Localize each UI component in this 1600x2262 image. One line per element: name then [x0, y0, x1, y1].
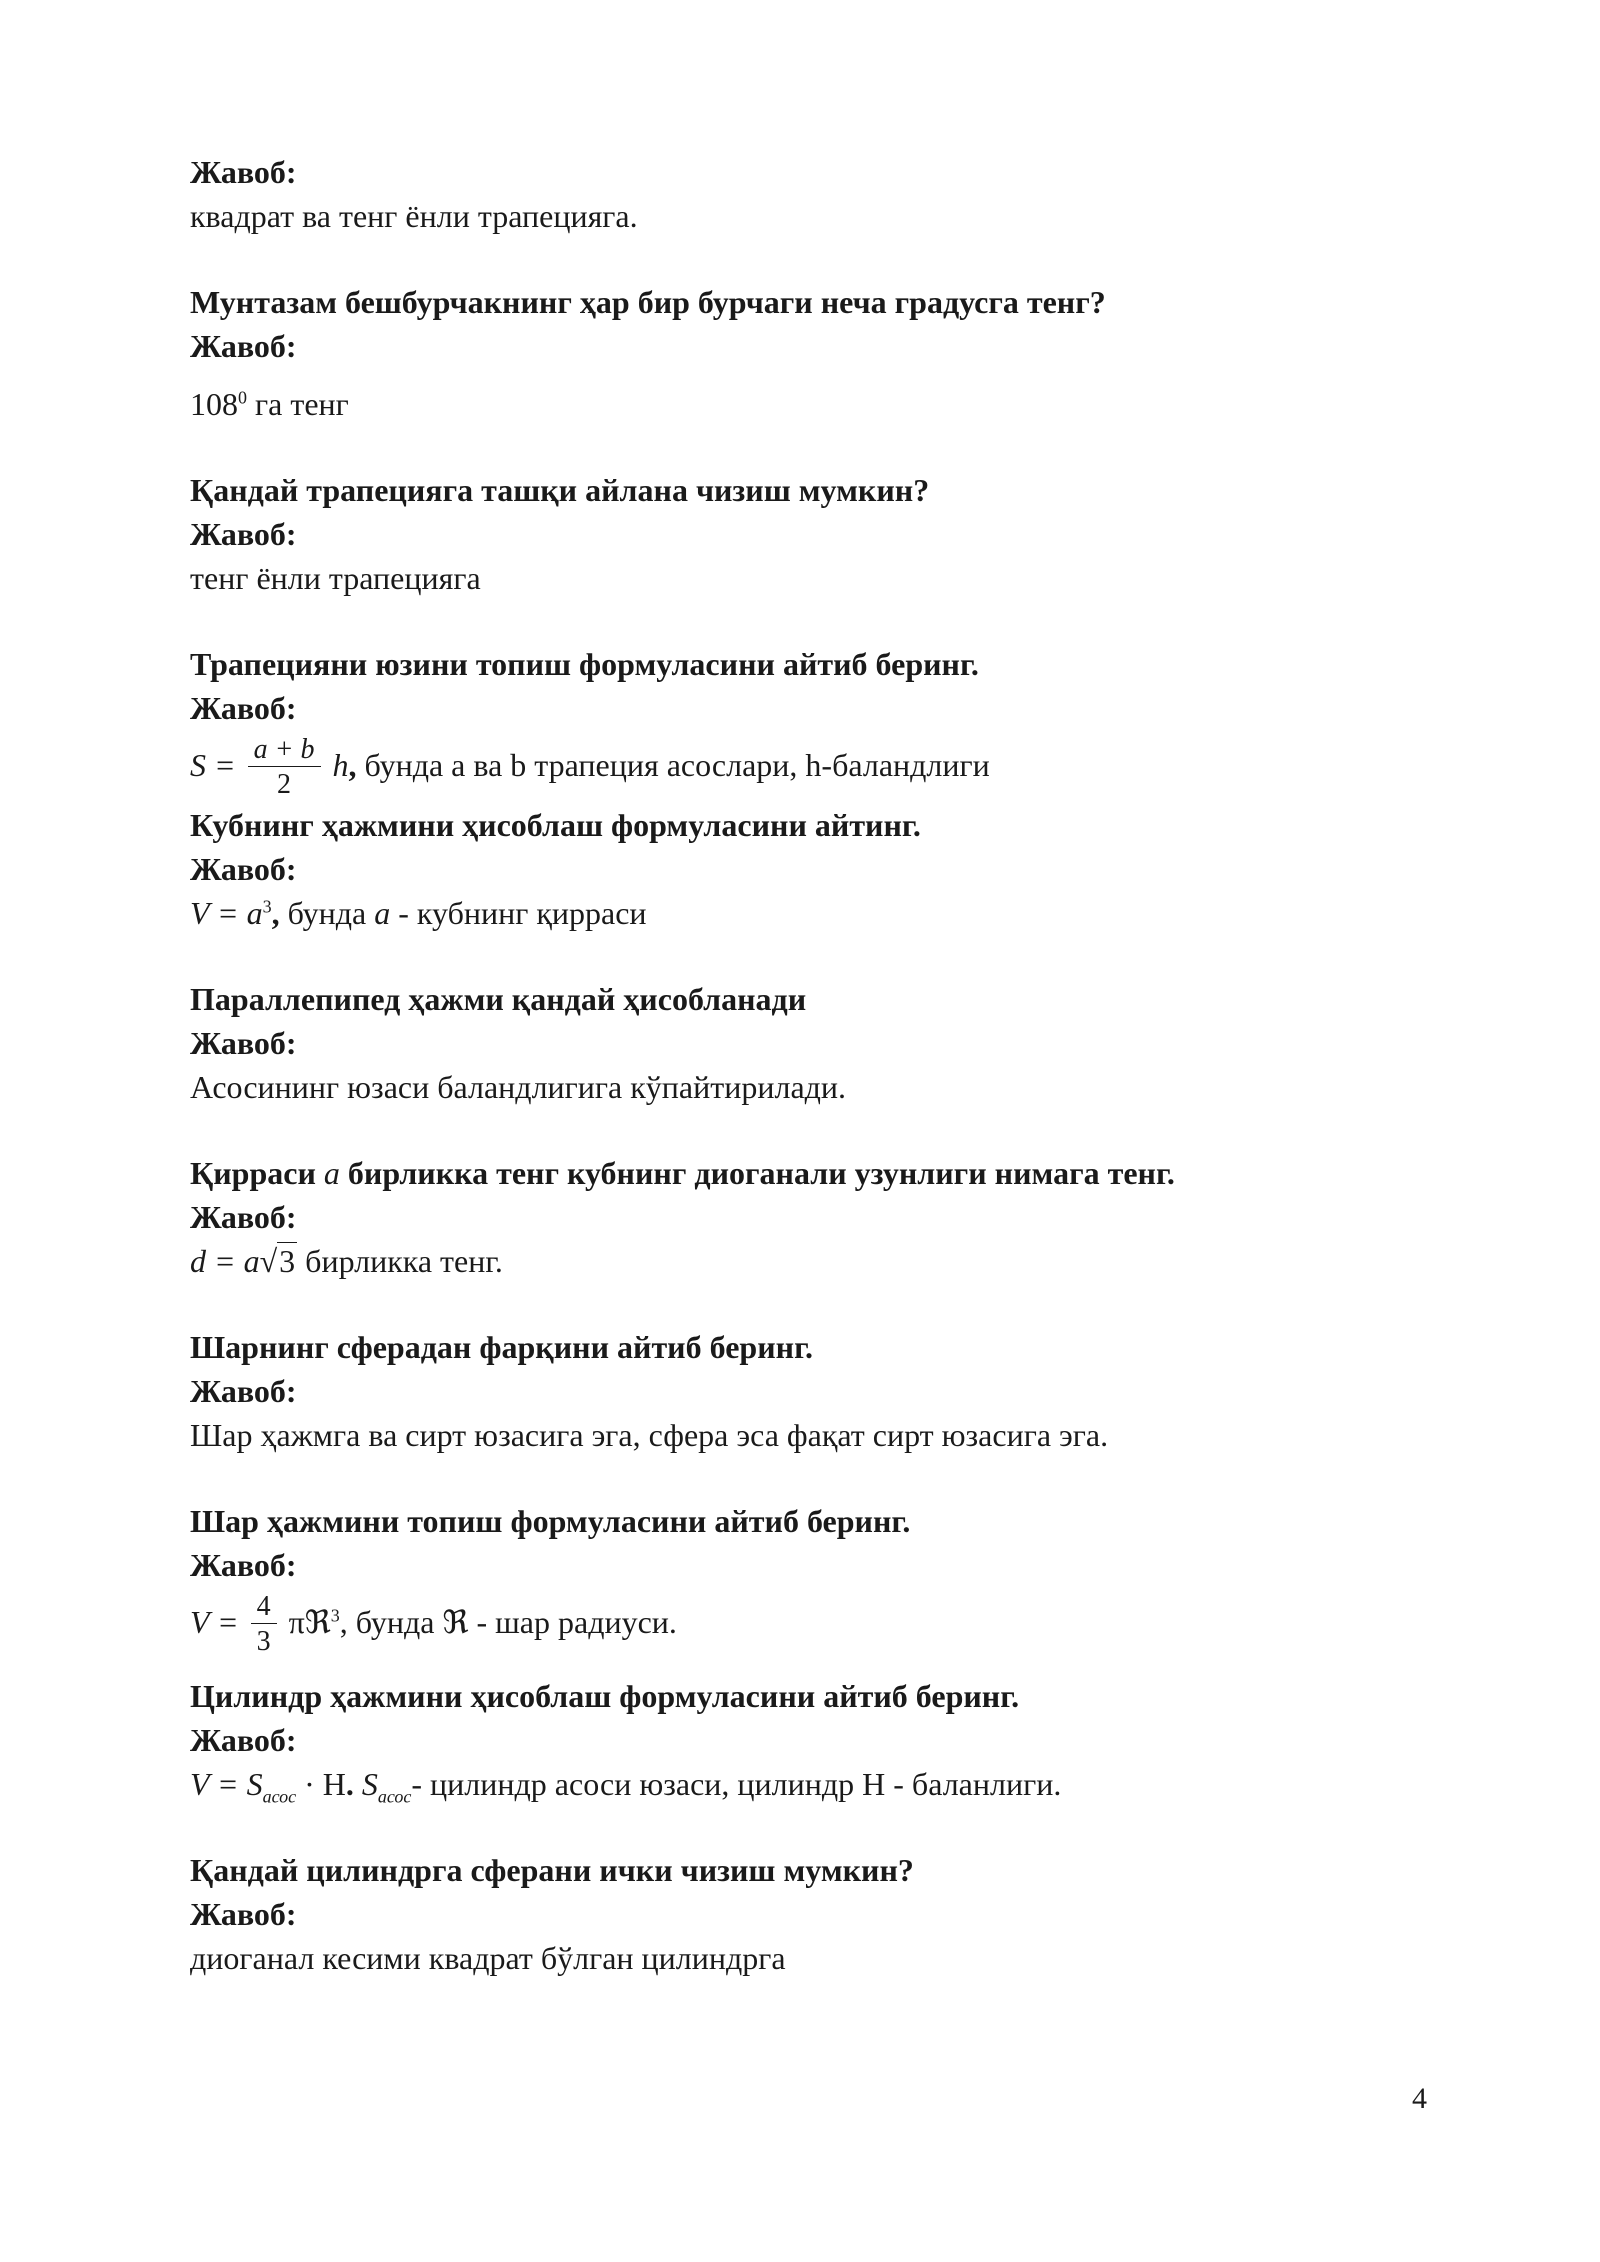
answer-text: - цилиндр асоси юзаси, цилиндр	[411, 1766, 855, 1803]
answer-label: Жавоб:	[190, 1722, 297, 1759]
answer-formula	[190, 1239, 1430, 1283]
formula-superscript: 0	[238, 387, 247, 408]
formula-lhs: V = a	[190, 895, 263, 932]
formula-superscript: 3	[330, 1605, 340, 1626]
answer-label: Жавоб:	[190, 1373, 297, 1410]
formula-subscript: асос	[262, 1786, 297, 1807]
formula-superscript: 3	[262, 896, 272, 917]
question-heading: Цилиндр ҳажмини ҳисоблаш формуласини айтиб беринг.	[190, 1678, 1020, 1715]
answer-text: - шар радиуси.	[476, 1604, 677, 1641]
answer-text: , бунда	[339, 1604, 435, 1641]
answer-label: Жавоб:	[190, 328, 297, 364]
sqrt-radicand: 3	[279, 1243, 296, 1280]
formula-variable: a	[374, 895, 391, 932]
formula-lhs: V =	[190, 1604, 239, 1641]
document-page	[190, 150, 1430, 1980]
fraction-numerator: a + b	[248, 734, 321, 767]
answer-label: Жавоб:	[190, 154, 297, 190]
question-heading: Қандай цилиндрга сферани ички чизиш мумкин?	[190, 1852, 914, 1889]
formula-lhs: V = S	[190, 1766, 263, 1803]
formula-fraction	[248, 734, 321, 803]
question-heading	[190, 1151, 1430, 1195]
formula-height: H	[862, 1766, 886, 1803]
answer-text: Шар ҳажмга ва сирт юзасига эга, сфера эса фақат сирт юзасига эга.	[190, 1417, 1109, 1454]
answer-label: Жавоб:	[190, 1547, 297, 1584]
formula-lhs: S =	[190, 747, 236, 783]
formula-lhs: d = a	[190, 1243, 260, 1280]
answer-formula	[190, 1762, 1430, 1806]
answer-text: бунда a ва b трапеция асослари, h-баландлиги	[364, 747, 990, 783]
question-heading: Трапецияни юзини топиш формуласини айтиб беринг.	[190, 646, 979, 682]
question-text: бирликка тенг кубнинг диоганали узунлиги нимага тенг.	[347, 1155, 1175, 1192]
answer-label: Жавоб:	[190, 1199, 297, 1236]
answer-text: - баланлиги.	[893, 1766, 1062, 1803]
question-heading: Шар ҳажмини топиш формуласини айтиб беринг.	[190, 1503, 911, 1540]
question-heading: Қандай трапецияга ташқи айлана чизиш мумкин?	[190, 472, 930, 508]
formula-radius: ℜ	[442, 1604, 469, 1641]
formula-comma: ,	[271, 895, 280, 932]
answer-text: бирликка тенг.	[305, 1243, 503, 1280]
formula-period: .	[345, 1766, 354, 1803]
answer-text: тенг ёнли трапецияга	[190, 560, 481, 596]
answer-text: га тенг	[255, 386, 349, 422]
page-number: 4	[1412, 2082, 1427, 2115]
answer-formula	[190, 382, 1430, 426]
answer-text: бунда	[287, 895, 367, 932]
answer-text: - кубнинг қирраси	[398, 895, 647, 932]
answer-text: Асосининг юзаси баландлигига кўпайтирилади.	[190, 1069, 847, 1106]
question-heading: Мунтазам бешбурчакнинг ҳар бир бурчаги неча градусга тенг?	[190, 284, 1106, 320]
formula-comma: ,	[348, 747, 357, 783]
answer-label: Жавоб:	[190, 1896, 297, 1933]
question-variable: a	[323, 1155, 340, 1192]
formula-radius: ℜ	[304, 1604, 331, 1641]
fraction-numerator: 4	[251, 1591, 277, 1624]
question-heading: Кубнинг ҳажмини ҳисоблаш формуласини айтинг.	[190, 807, 921, 844]
answer-formula	[190, 730, 1430, 803]
fraction-denominator: 2	[277, 769, 292, 801]
sqrt-sign: √	[259, 1243, 278, 1280]
fraction-denominator: 3	[256, 1626, 271, 1658]
question-text: Қирраси	[190, 1155, 316, 1192]
question-heading: Шарнинг сферадан фарқини айтиб беринг.	[190, 1329, 813, 1366]
formula-subscript: асос	[377, 1786, 412, 1807]
formula-pi: π	[288, 1604, 305, 1641]
answer-formula	[190, 1587, 1430, 1660]
formula-fraction	[251, 1591, 277, 1660]
answer-label: Жавоб:	[190, 851, 297, 888]
formula-variable: h	[332, 747, 349, 783]
answer-label: Жавоб:	[190, 1025, 297, 1062]
formula-dot: ·	[304, 1766, 315, 1803]
formula-height: H	[322, 1766, 346, 1803]
answer-formula	[190, 891, 1430, 935]
answer-label: Жавоб:	[190, 516, 297, 552]
formula-area: S	[361, 1766, 378, 1803]
answer-text: диоганал кесими квадрат бўлган цилиндрга	[190, 1940, 786, 1977]
question-heading: Параллепипед ҳажми қандай ҳисобланади	[190, 981, 807, 1018]
answer-label: Жавоб:	[190, 690, 297, 726]
formula-value: 108	[190, 386, 238, 422]
answer-text: квадрат ва тенг ёнли трапецияга.	[190, 198, 638, 234]
